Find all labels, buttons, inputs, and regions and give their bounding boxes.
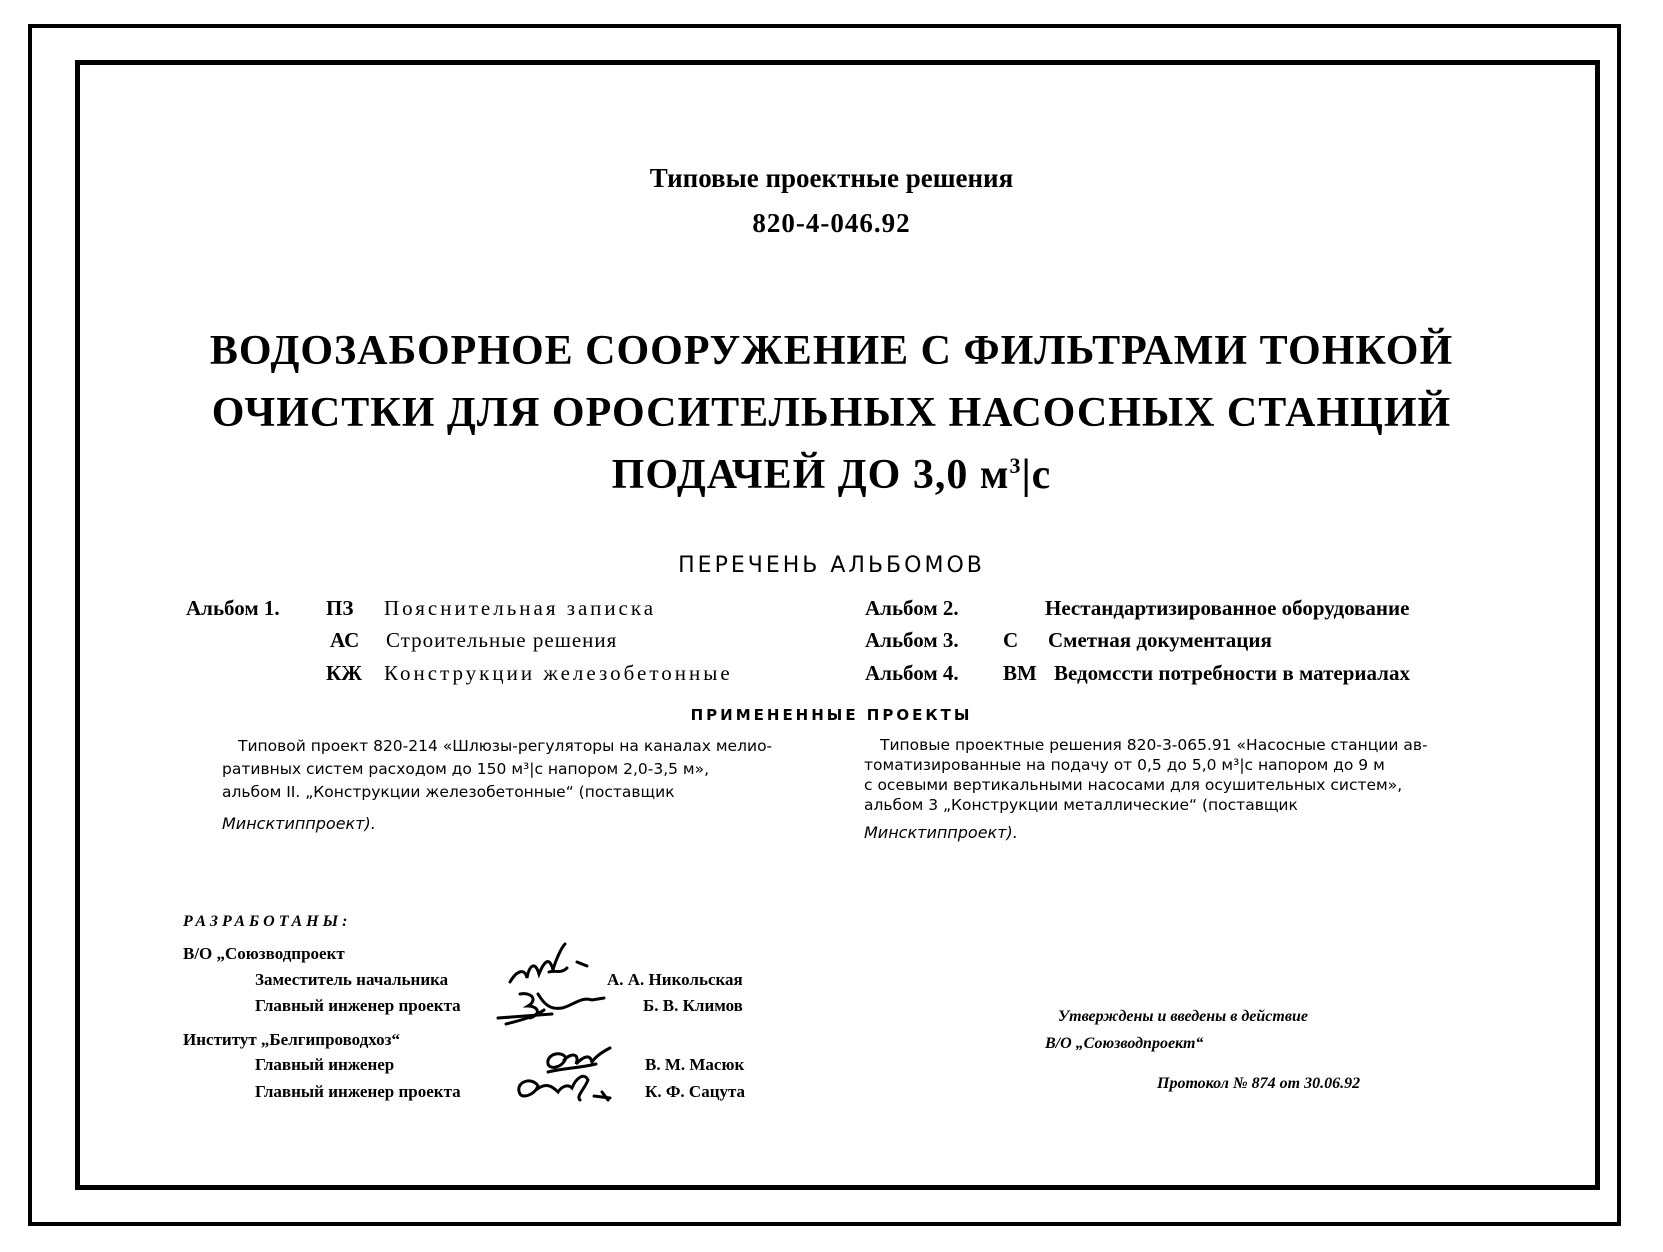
albums-heading: ПЕРЕЧЕНЬ АЛЬБОМОВ bbox=[678, 553, 985, 578]
developer-role-1: Заместитель начальника bbox=[255, 970, 449, 989]
title-line-3-prefix: ПОДАЧЕЙ ДО 3,0 м bbox=[611, 452, 1010, 498]
series-title: Типовые проектные решения bbox=[649, 163, 1014, 193]
developer-role-2: Главный инженер проекта bbox=[255, 996, 461, 1015]
album-1-title-kzh: Конструкции железобетонные bbox=[384, 661, 733, 685]
album-1-title-as: Строительные решения bbox=[386, 628, 618, 652]
developer-name-3: В. М. Масюк bbox=[645, 1055, 745, 1074]
album-1-code-as: АС bbox=[330, 628, 360, 652]
applied-left-line-2: ративных систем расходом до 150 м³|с напором 2,0-3,5 м», bbox=[222, 760, 710, 778]
album-1-title-pz: Пояснительная записка bbox=[384, 596, 657, 620]
title-line-3-suffix: |с bbox=[1021, 452, 1052, 498]
approval-line-1: Утверждены и введены в действие bbox=[1058, 1008, 1308, 1025]
approval-line-2: В/О „Союзводпроект“ bbox=[1045, 1035, 1204, 1052]
title-line-2: ОЧИСТКИ ДЛЯ ОРОСИТЕЛЬНЫХ НАСОСНЫХ СТАНЦИЙ bbox=[211, 390, 1452, 436]
applied-right-line-4: альбом 3 „Конструкции металлические“ (поставщик bbox=[864, 796, 1298, 814]
album-2-label: Альбом 2. bbox=[865, 596, 959, 620]
album-4-label: Альбом 4. bbox=[865, 661, 959, 685]
applied-left bbox=[222, 735, 772, 835]
signature-klimov bbox=[492, 986, 612, 1028]
applied-right-line-5: Минсктиппроект). bbox=[864, 823, 1018, 842]
title-line-3-sup: 3 bbox=[1009, 453, 1022, 478]
developer-org-1: В/О „Союзводпроект bbox=[183, 944, 345, 963]
album-3-title: Сметная документация bbox=[1048, 628, 1272, 652]
album-4-title: Ведомсcти потребности в материалах bbox=[1054, 661, 1410, 685]
applied-heading: ПРИМЕНЕННЫЕ ПРОЕКТЫ bbox=[690, 706, 973, 724]
developer-role-3: Главный инженер bbox=[255, 1055, 395, 1074]
album-2-title: Нестандартизированное оборудование bbox=[1045, 596, 1410, 620]
applied-right-line-1: Типовые проектные решения 820-3-065.91 «Насосные станции ав- bbox=[880, 736, 1428, 754]
album-1-label: Альбом 1. bbox=[186, 596, 280, 620]
applied-left-line-4: Минсктиппроект). bbox=[222, 814, 376, 833]
album-1-code-pz: ПЗ bbox=[326, 596, 354, 620]
applied-right-line-2: томатизированные на подачу от 0,5 до 5,0 м³|с напором до 9 м bbox=[864, 756, 1385, 774]
developer-name-1: А. А. Никольская bbox=[607, 970, 743, 989]
developer-org-2: Институт „Белгипроводхоз“ bbox=[183, 1030, 400, 1049]
album-3-label: Альбом 3. bbox=[865, 628, 959, 652]
album-4-code: ВМ bbox=[1003, 661, 1037, 685]
applied-left-line-1: Типовой проект 820-214 «Шлюзы-регуляторы на каналах мелио- bbox=[238, 737, 773, 755]
signature-satsuta bbox=[510, 1068, 620, 1108]
developers-heading: РАЗРАБОТАНЫ: bbox=[183, 913, 352, 930]
developer-name-4: К. Ф. Сацута bbox=[645, 1082, 746, 1101]
album-3-code: С bbox=[1003, 628, 1019, 652]
title-line-1: ВОДОЗАБОРНОЕ СООРУЖЕНИЕ С ФИЛЬТРАМИ ТОНКОЙ bbox=[209, 328, 1454, 374]
developer-name-2: Б. В. Климов bbox=[643, 996, 743, 1015]
series-code: 820-4-046.92 bbox=[752, 208, 911, 238]
applied-right-line-3: с осевыми вертикальными насосами для осушительных систем», bbox=[864, 776, 1403, 794]
developer-role-4: Главный инженер проекта bbox=[255, 1082, 461, 1101]
signature-nikolskaya bbox=[505, 940, 605, 990]
approval-protocol: Протокол № 874 от 30.06.92 bbox=[1157, 1075, 1361, 1092]
applied-left-line-3: альбом II. „Конструкции железобетонные“ (поставщик bbox=[222, 783, 675, 801]
applied-right bbox=[864, 735, 1428, 843]
title-line-3 bbox=[0, 451, 1663, 499]
album-1-code-kzh: КЖ bbox=[326, 661, 362, 685]
